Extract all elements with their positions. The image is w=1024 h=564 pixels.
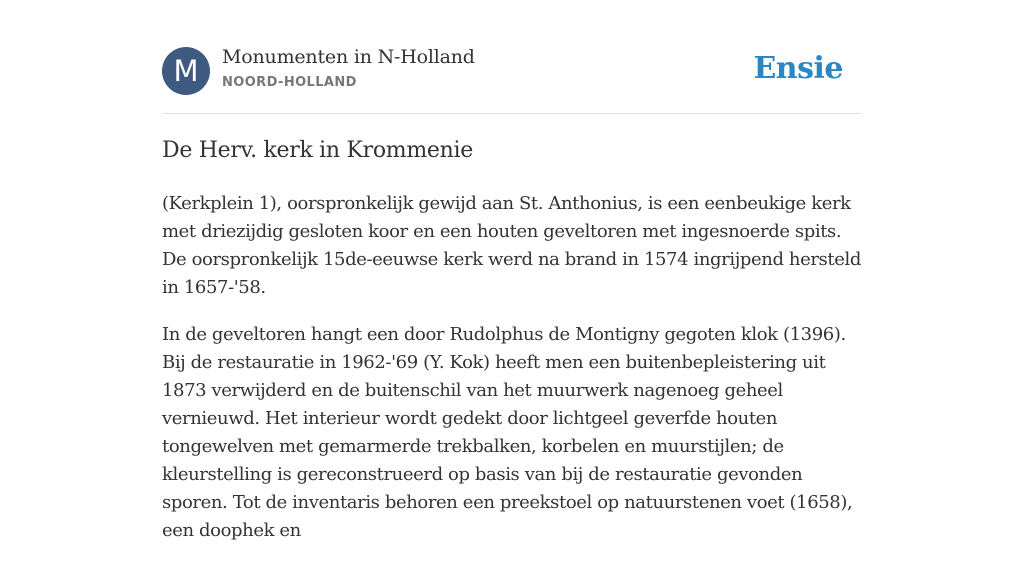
source-category: NOORD-HOLLAND [222,75,357,90]
brand-logo[interactable]: Ensie [753,51,843,86]
paragraph: In de geveltoren hangt een door Rudolphus de Montigny gegoten klok (1396). Bij de restauratie in 1962-'69 (Y. Kok) heeft men een buitenbepleistering uit 1873 verwijderd en de buitenschil van het muurwerk nagenoeg geheel vernieuwd. Het interieur wordt gedekt door lichtgeel geverfde houten tongewelven met gemarmerde trekbalken, korbelen en muurstijlen; de kleurstelling is gereconstrueerd op basis van bij de restauratie gevonden sporen. Tot de inventaris behoren een preekstoel op natuurstenen voet (1658), een doophek en [162,324,853,541]
divider [162,113,862,114]
paragraph: (Kerkplein 1), oorspronkelijk gewijd aan St. Anthonius, is een eenbeukige kerk met driezijdig gesloten koor en een houten geveltoren met ingesnoerde spits. De oorspronkelijk 15de-eeuwse kerk werd na brand in 1574 ingrijpend hersteld in 1657-'58. [162,193,861,298]
article-body [162,190,862,564]
source-header [162,46,862,96]
page-title: De Herv. kerk in Krommenie [162,138,473,163]
avatar[interactable]: M [162,47,210,95]
source-title-link[interactable]: Monumenten in N-Holland [222,46,475,68]
